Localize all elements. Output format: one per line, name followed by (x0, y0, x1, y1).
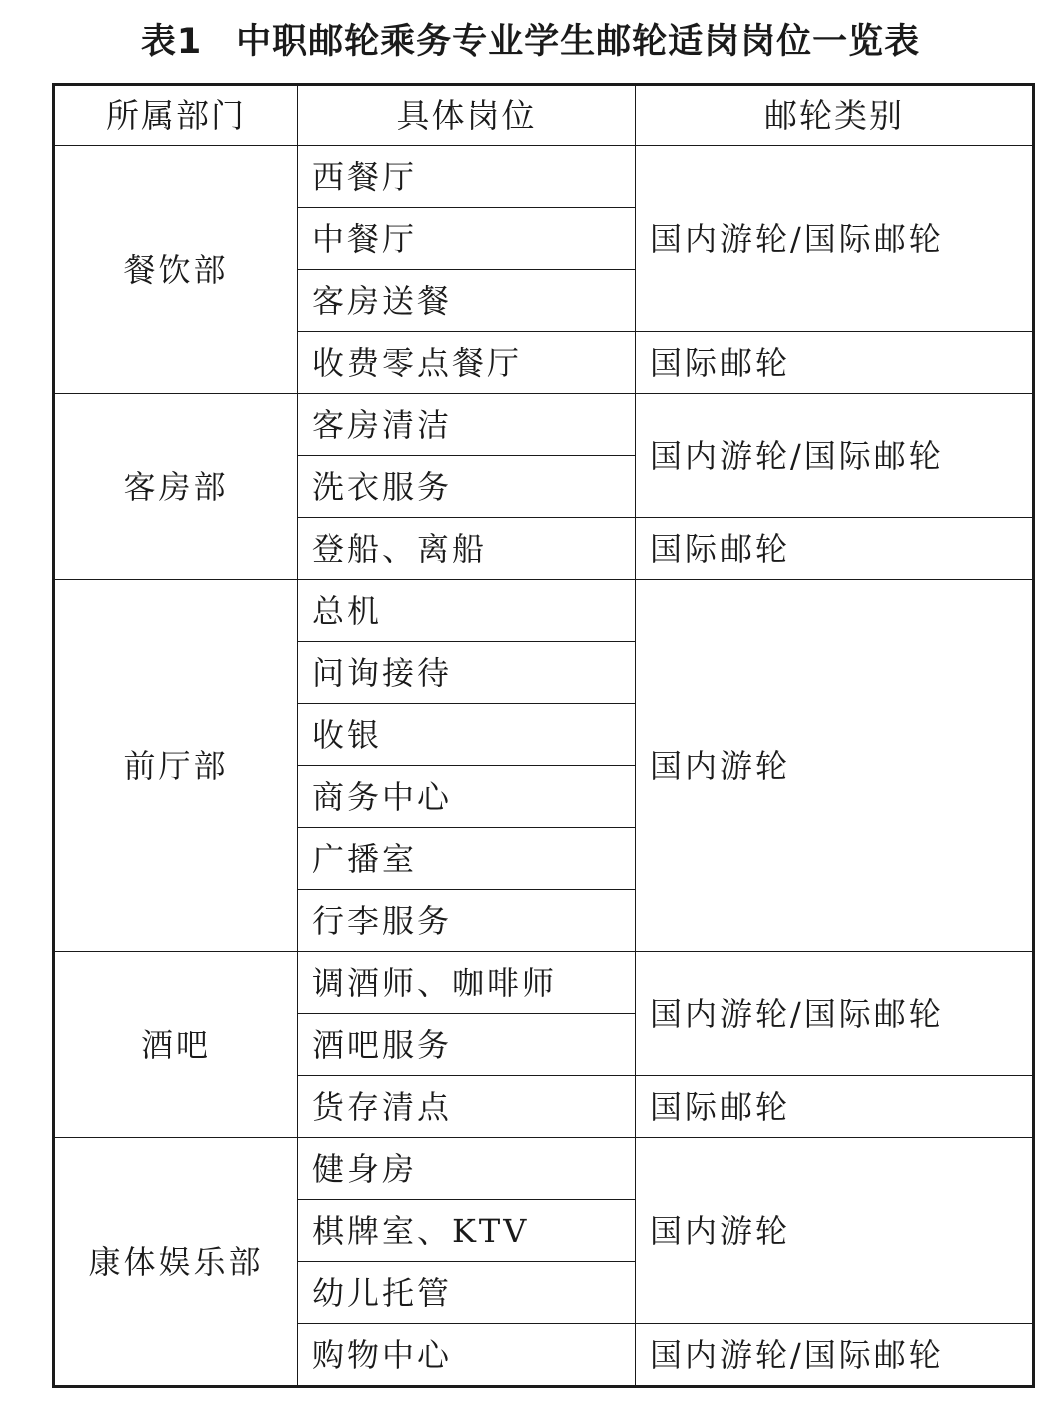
ship-type-cell: 国内游轮/国际邮轮 (636, 1324, 1034, 1387)
ship-type-cell: 国际邮轮 (636, 332, 1034, 394)
ship-type-cell: 国内游轮/国际邮轮 (636, 952, 1034, 1076)
position-cell: 问询接待 (298, 642, 636, 704)
ship-type-cell: 国际邮轮 (636, 518, 1034, 580)
ship-type-cell: 国内游轮/国际邮轮 (636, 146, 1034, 332)
position-cell: 调酒师、咖啡师 (298, 952, 636, 1014)
position-cell: 客房送餐 (298, 270, 636, 332)
header-position: 具体岗位 (298, 85, 636, 146)
table-row (54, 952, 1034, 1014)
ship-type-cell: 国内游轮 (636, 580, 1034, 952)
table-title-text: 中职邮轮乘务专业学生邮轮适岗岗位一览表 (236, 22, 921, 62)
header-department: 所属部门 (54, 85, 298, 146)
position-cell: 登船、离船 (298, 518, 636, 580)
position-cell: 西餐厅 (298, 146, 636, 208)
department-cell: 酒吧 (54, 952, 298, 1138)
table-body (54, 146, 1034, 1387)
position-cell: 酒吧服务 (298, 1014, 636, 1076)
position-cell: 幼儿托管 (298, 1262, 636, 1324)
position-cell: 收费零点餐厅 (298, 332, 636, 394)
position-cell: 商务中心 (298, 766, 636, 828)
position-cell: 行李服务 (298, 890, 636, 952)
position-cell: 总机 (298, 580, 636, 642)
ship-type-cell: 国内游轮 (636, 1138, 1034, 1324)
department-cell: 客房部 (54, 394, 298, 580)
table-row (54, 394, 1034, 456)
table-number: 表1 (140, 22, 203, 62)
position-cell: 货存清点 (298, 1076, 636, 1138)
department-cell: 前厅部 (54, 580, 298, 952)
position-cell: 健身房 (298, 1138, 636, 1200)
header-ship-type: 邮轮类别 (636, 85, 1034, 146)
position-cell: 中餐厅 (298, 208, 636, 270)
position-cell: 洗衣服务 (298, 456, 636, 518)
position-cell: 购物中心 (298, 1324, 636, 1387)
position-cell: 广播室 (298, 828, 636, 890)
position-cell: 客房清洁 (298, 394, 636, 456)
table-row (54, 146, 1034, 208)
header-row (54, 85, 1034, 146)
table-row (54, 580, 1034, 642)
ship-type-cell: 国内游轮/国际邮轮 (636, 394, 1034, 518)
ship-type-cell: 国际邮轮 (636, 1076, 1034, 1138)
job-positions-table (52, 83, 1035, 1388)
department-cell: 餐饮部 (54, 146, 298, 394)
department-cell: 康体娱乐部 (54, 1138, 298, 1387)
table-title (0, 14, 1061, 70)
position-cell: 棋牌室、KTV (298, 1200, 636, 1262)
table-row (54, 1138, 1034, 1200)
position-cell: 收银 (298, 704, 636, 766)
